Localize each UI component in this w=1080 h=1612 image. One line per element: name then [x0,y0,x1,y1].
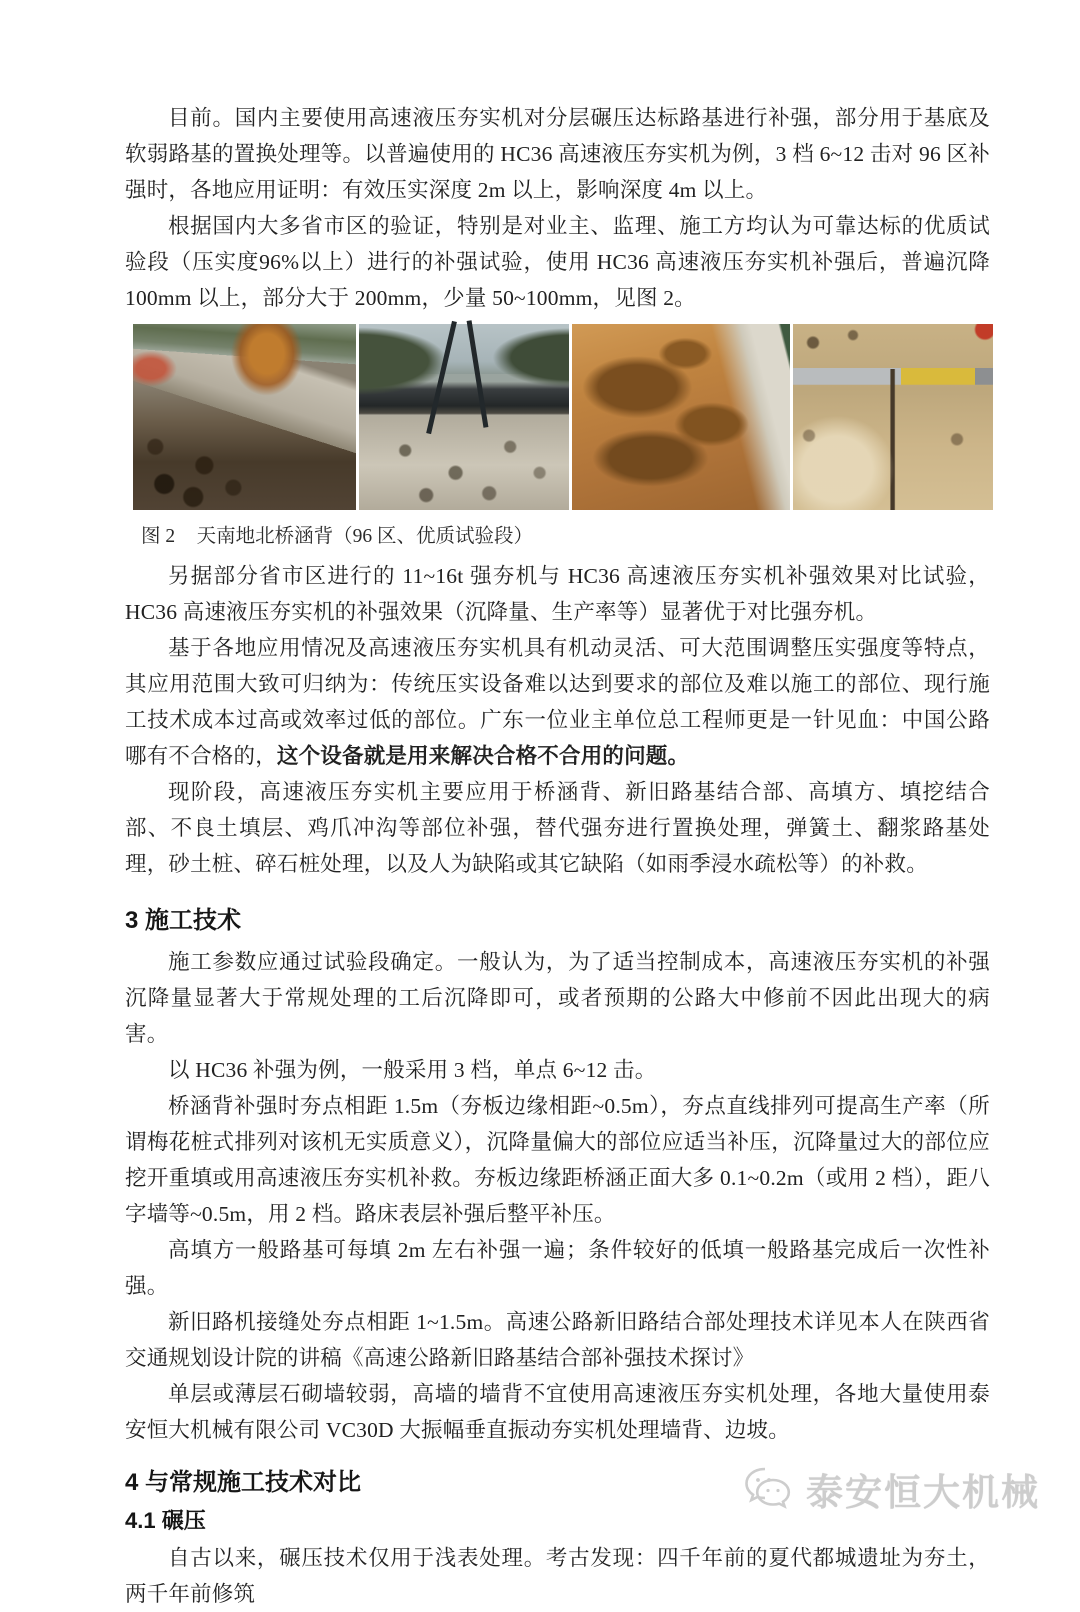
paragraph-comparison-test: 另据部分省市区进行的 11~16t 强夯机与 HC36 高速液压夯实机补强效果对比试验，HC36 高速液压夯实机的补强效果（沉降量、生产率等）显著优于对比强夯机。 [125,564,990,624]
photo-soil-craters-closeup [572,324,790,510]
watermark-text: 泰安恒大机械 [806,1472,1040,1513]
paragraph-application-scope-text: 基于各地应用情况及高速液压夯实机具有机动灵活、可大范围调整压实强度等特点，其应用范围大致可归纳为：传统压实设备难以达到要求的部位及难以施工的部位、现行施工技术成本过高或效率过低的部位。广东一位业主单位总工程师更是一针见血：中国公路哪有不合格的， [125,636,990,768]
paragraph-bridge-culvert: 桥涵背补强时夯点相距 1.5m（夯板边缘相距~0.5m），夯点直线排列可提高生产率（所谓梅花桩式排列对该机无实质意义），沉降量偏大的部位应适当补压，沉降量过大的部位应挖开重填或用高速液压夯实机补救。夯板边缘距桥涵正面大多 0.1~0.2m（或用 2 档），距八字墙等~0.5m，用 2 档。路床表层补强后整平补压。 [125,1094,990,1226]
paragraph-new-old-joint: 新旧路机接缝处夯点相距 1~1.5m。高速公路新旧路结合部处理技术详见本人在陕西省交通规划设计院的讲稿《高速公路新旧路基结合部补强技术探讨》 [125,1310,990,1370]
paragraph-thin-wall: 单层或薄层石砌墙较弱，高墙的墙背不宜使用高速液压夯实机处理，各地大量使用泰安恒大机械有限公司 VC30D 大振幅垂直振动夯实机处理墙背、边坡。 [125,1382,990,1442]
figure-2 [133,324,990,552]
paragraph-verification: 根据国内大多省市区的验证，特别是对业主、监理、施工方均认为可靠达标的优质试验段（压实度96%以上）进行的补强试验，使用 HC36 高速液压夯实机补强后，普遍沉降 100mm 以上，部分大于 200mm，少量 50~100mm，见图 2。 [125,214,990,310]
paragraph-construction-params: 施工参数应通过试验段确定。一般认为，为了适当控制成本，高速液压夯实机的补强沉降量显著大于常规处理的工后沉降即可，或者预期的公路大中修前不因此出现大的病害。 [125,950,990,1046]
figure-caption-text: 天南地北桥涵背（96 区、优质试验段） [196,526,533,547]
photo-measuring-tape-crater [793,324,993,510]
wechat-icon [743,1465,799,1513]
paragraph-application-scope [125,630,990,774]
figure-caption-label: 图 2 [141,526,176,547]
figure-caption [141,522,990,552]
paragraph-hc36-example: 以 HC36 补强为例，一般采用 3 档，单点 6~12 击。 [168,1058,657,1082]
paragraph-rolling-history: 自古以来，碾压技术仅用于浅表处理。考古发现：四千年前的夏代都城遗址为夯土，两千年前修筑 [125,1546,990,1606]
paragraph-high-fill: 高填方一般路基可每填 2m 左右补强一遍；条件较好的低填一般路基完成后一次性补强。 [125,1238,990,1298]
section-heading-4-1: 4.1 碾压 [125,1508,206,1533]
paragraph-current-stage: 现阶段，高速液压夯实机主要应用于桥涵背、新旧路基结合部、高填方、填挖结合部、不良土填层、鸡爪冲沟等部位补强，替代强夯进行置换处理，弹簧土、翻浆路基处理，砂土桩、碎石桩处理，以及人为缺陷或其它缺陷（如雨季浸水疏松等）的补救。 [125,780,990,876]
watermark [743,1462,1040,1516]
photo-crane-roadbed [359,324,569,510]
photo-compaction-site-loader [133,324,356,510]
paragraph-current-usage: 目前。国内主要使用高速液压夯实机对分层碾压达标路基进行补强，部分用于基底及软弱路基的置换处理等。以普遍使用的 HC36 高速液压夯实机为例，3 档 6~12 击对 96 区补强时，各地应用证明：有效压实深度 2m 以上，影响深度 4m 以上。 [125,106,990,202]
section-heading-3: 3 施工技术 [125,907,242,934]
paragraph-application-scope-bold: 这个设备就是用来解决合格不合用的问题。 [276,744,690,768]
figure-photo-strip [133,324,990,510]
section-heading-4: 4 与常规施工技术对比 [125,1469,362,1496]
